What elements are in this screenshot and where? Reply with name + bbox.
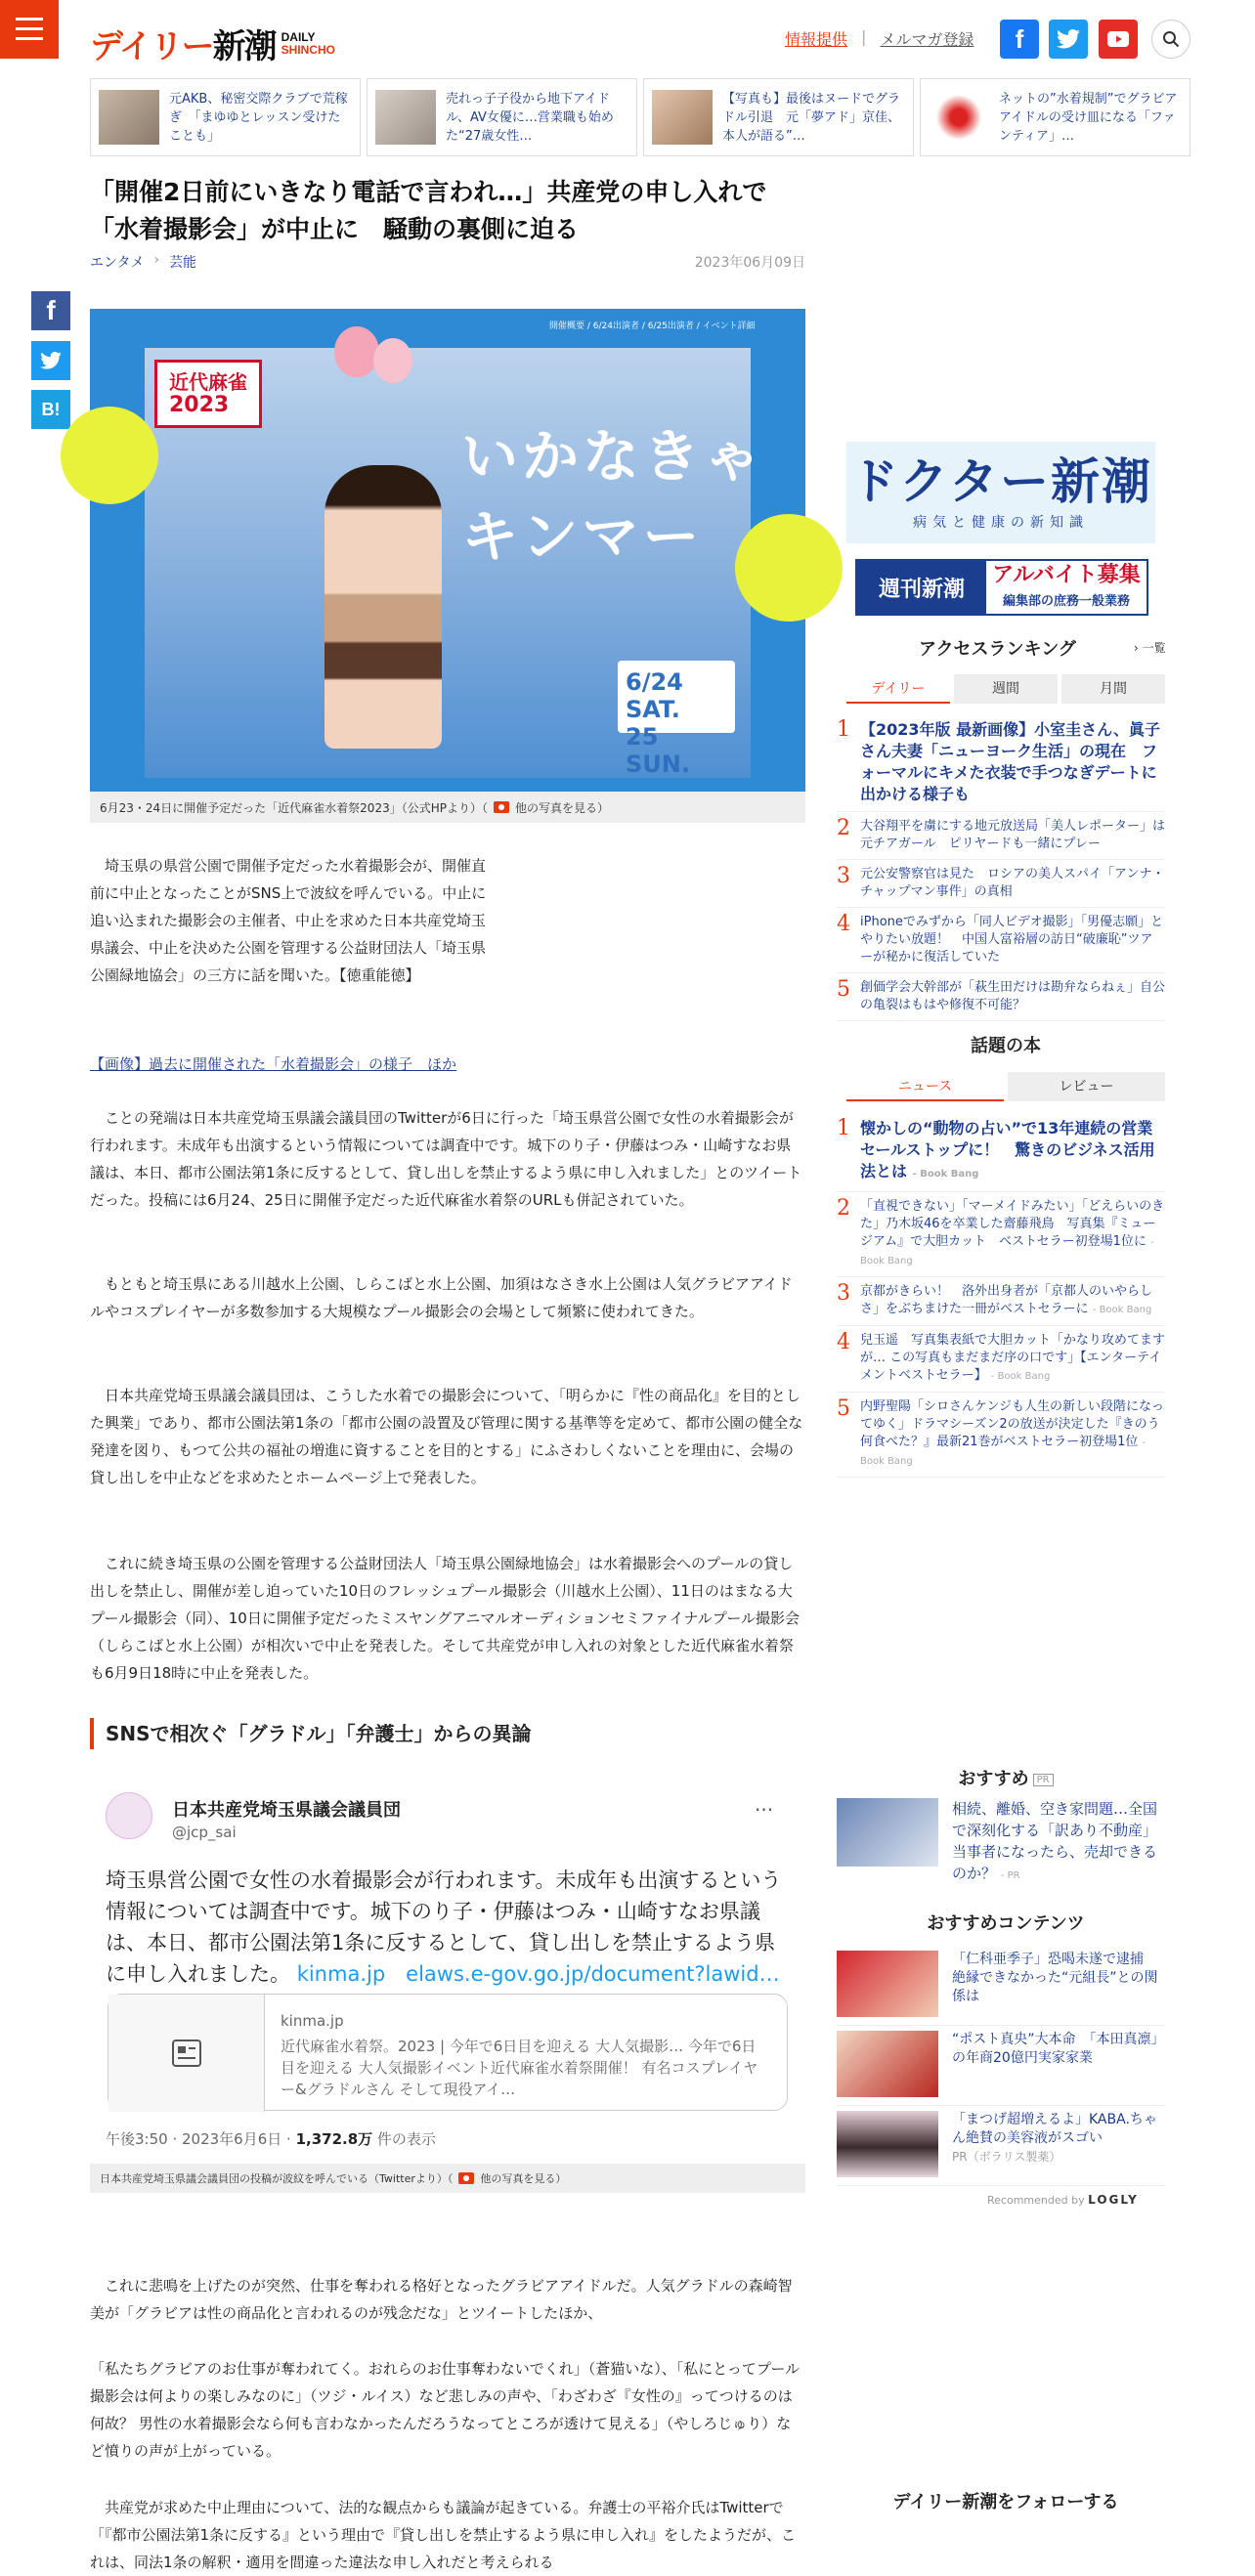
- rank-number: 2: [837, 816, 850, 840]
- share-facebook-icon[interactable]: f: [31, 291, 70, 330]
- rank-number: 1: [837, 717, 850, 742]
- tweet-timestamp: 午後3:50 · 2023年6月6日 ·: [106, 2130, 296, 2148]
- related-title: 元AKB、秘密交際クラブで荒稼ぎ 「まゆゆとレッスン受けたことも」: [169, 91, 348, 144]
- tweet-author-name: 日本共産党埼玉県議会議員団: [172, 1800, 401, 1821]
- book-item[interactable]: [837, 1277, 1165, 1326]
- tab-news[interactable]: ニュース: [846, 1072, 1004, 1101]
- shukan-shincho-job-banner[interactable]: [855, 559, 1148, 616]
- article-paragraph: 日本共産党埼玉県議会議員団は、こうした水着での撮影会について、「明らかに『性の商品化』を目的とした興業」であり、都市公園法第1条の「都市公園の設置及び管理に関する基準等を定めて、都市公園の健全な発達を図り、もつて公共の福祉の増進に資することを目的とする」にふさわしくないことを理由に、会場の貸し出しを中止などを求めたとホームページ上で発表した。: [90, 1387, 803, 1486]
- twitter-icon[interactable]: [1049, 20, 1088, 59]
- catchcopy-line-1: いかなきゃ: [461, 423, 765, 490]
- content-thumbnail: [837, 2031, 938, 2097]
- rank-number: 3: [837, 1281, 850, 1306]
- article-date: 2023年06月09日: [694, 255, 805, 271]
- logly-credit: [987, 2193, 1139, 2207]
- book-source: - Book Bang: [912, 1169, 979, 1180]
- card-domain: kinma.jp: [281, 2012, 344, 2030]
- rank-number: 2: [837, 1196, 850, 1221]
- article-card-icon: [108, 1995, 265, 2112]
- related-thumbnail: [652, 90, 713, 145]
- banner-job-desc: 編集部の庶務一般業務: [1002, 594, 1130, 609]
- event-brand-badge: [154, 360, 262, 428]
- book-title: 京都がきらい！ 洛外出身者が「京都人のいやらしさ」をぶちまけた一冊がベストセラーに: [860, 1284, 1153, 1316]
- logly-logo: LOGLY: [1088, 2193, 1139, 2207]
- book-source-name: Book Bang: [860, 1456, 913, 1467]
- chevron-right-icon: ›: [1134, 641, 1143, 655]
- tweet-links[interactable]: kinma.jp elaws.e-gov.go.jp/document?lawid…: [296, 1962, 780, 1986]
- banner-magazine-name: 週刊新潮: [857, 561, 986, 614]
- article-paragraph: これに悲鳴を上げたのが突然、仕事を奪われる格好となったグラビアアイドルだ。人気グラドルの森崎智美が「グラビアは性の商品化と言われるのが残念だな」とツイートしたほか、: [90, 2277, 793, 2322]
- newsletter-link[interactable]: メルマガ登録: [880, 30, 974, 49]
- breadcrumb: [90, 252, 196, 272]
- recommend-heading: [846, 1765, 1165, 1790]
- book-item[interactable]: [837, 1326, 1165, 1393]
- rank-title: 大谷翔平を虜にする地元放送局「美人レポーター」は元チアガール ピリヤードも一緒にプレー: [860, 819, 1166, 851]
- event-catchcopy: [461, 416, 764, 577]
- content-thumbnail: [837, 2111, 938, 2177]
- related-title: 売れっ子子役から地下アイドル、AV女優に…営業職も始めた“27歳女性…: [446, 91, 614, 144]
- tweet-link-card[interactable]: [108, 1994, 788, 2111]
- hamburger-menu-button[interactable]: [0, 0, 59, 59]
- search-icon[interactable]: [1151, 20, 1190, 59]
- ranking-item[interactable]: [837, 713, 1165, 812]
- popular-books-tabs: [846, 1072, 1165, 1101]
- rank-number: 4: [837, 912, 850, 936]
- related-thumbnail: [929, 90, 989, 145]
- book-source-name: Book Bang: [920, 1169, 979, 1180]
- content-sponsor: PR（ボラリス製薬）: [952, 2150, 1061, 2164]
- logly-label: Recommended by: [987, 2194, 1085, 2207]
- book-source: - Book Bang: [860, 1438, 1147, 1467]
- balloon-icon: [334, 326, 379, 377]
- card-text: 近代麻雀水着祭。2023 | 今年で6日目を迎える 大人気撮影… 今年で6日目を迎える 大人気撮影イベント近代麻雀水着祭開催！ 有名コスプレイヤー&グラドルさん そして現役アイ…: [281, 2038, 758, 2098]
- recommend-item[interactable]: [837, 1798, 1165, 1887]
- book-source: - Book Bang: [1092, 1305, 1152, 1315]
- book-item[interactable]: [837, 1192, 1165, 1277]
- content-title: 「まつげ超増えるよ」KABA.ちゃん絶賛の美容液がスゴい: [952, 2112, 1157, 2146]
- youtube-icon[interactable]: [1099, 20, 1138, 59]
- header-links: [785, 27, 974, 50]
- recommend-thumbnail: [837, 1798, 938, 1867]
- rank-title: 【2023年版 最新画像】小室圭さん、眞子さん夫妻「ニューヨーク生活」の現在 フォーマルにキメた衣装で手つなぎデートに出かける様子も: [860, 720, 1161, 803]
- rank-number: 5: [837, 1396, 850, 1421]
- caption-text: 日本共産党埼玉県議会議員団の投稿が波紋を呼んでいる（Twitterより）（: [100, 2172, 454, 2185]
- article-paragraph: 共産党が求めた中止理由について、法的な観点からも議論が起きている。弁護士の平裕介氏はTwitterで「『都市公園法第1条に反する』という理由で『貸し出しを禁止するよう県に申し入れ』をしたようだが、これは、同法1条の解釈・適用を間違った違法な申し入れだと考えられる: [90, 2499, 797, 2571]
- content-thumbnail: [837, 1951, 938, 2017]
- book-source-name: Book Bang: [1099, 1305, 1152, 1315]
- event-brand-year: 2023: [169, 393, 230, 417]
- related-articles-strip: [90, 78, 1190, 156]
- popular-books-heading: 話題の本: [971, 1036, 1041, 1056]
- content-item[interactable]: [837, 2111, 1165, 2186]
- hero-caption: [90, 792, 805, 823]
- embedded-tweet[interactable]: [90, 1779, 805, 2164]
- ranking-all-label: 一覧: [1142, 641, 1166, 655]
- ranking-heading: アクセスランキング: [919, 639, 1076, 660]
- tweet-text: [106, 1865, 790, 1990]
- article-paragraph: ことの発端は日本共産党埼玉県議会議員団のTwitterが6日に行った「埼玉県営公園で女性の水着撮影会が行われます。未成年も出演するという情報については調査中です。城下のり子・伊藤はつみ・山崎すなお県議は、本日、都市公園法第1条に反するとして、貸し出しを禁止するよう県に申し入れました」とのツイートだった。投稿には6月24、25日に開催予定だった近代麻雀水着祭のURLも併記されていた。: [90, 1109, 802, 1209]
- logo-en-2: SHINCHO: [281, 42, 335, 57]
- tweet-body: 埼玉県営公園で女性の水着撮影会が行われます。未成年も出演するという情報については調査中です。城下のり子・伊藤はつみ・山崎すなお県議は、本日、都市公園法第1条に反するとして、貸し出しを禁止するよう県に申し入れました。: [106, 1868, 782, 1986]
- chevron-right-icon: ›: [153, 252, 160, 268]
- more-options-icon[interactable]: ···: [755, 1798, 774, 1822]
- camera-icon: [494, 801, 509, 813]
- caption-text: 6月23・24日に開催予定だった「近代麻雀水着祭2023」（公式HPより）（: [100, 800, 488, 815]
- yellow-circle-decoration: [61, 407, 158, 504]
- ranking-tabs: [846, 674, 1165, 704]
- more-photos-link[interactable]: 他の写真を見る）: [514, 800, 609, 815]
- related-title: 【写真も】最後はヌードでグラドル引退 元「夢アド」京佳、本人が語る”…: [722, 91, 901, 144]
- rank-title: 元公安警察官は見た ロシアの美人スパイ「アンナ・チャップマン事件」の真相: [860, 867, 1165, 899]
- related-thumbnail: [375, 90, 436, 145]
- related-article-card[interactable]: [920, 78, 1190, 156]
- camera-icon: [458, 2172, 474, 2184]
- book-source-name: Book Bang: [997, 1371, 1051, 1382]
- ranking-list: [837, 713, 1165, 1021]
- more-photos-link[interactable]: 他の写真を見る）: [480, 2172, 567, 2185]
- content-title: “ポスト真央”大本命 「本田真凛」の年商20億円実家家業: [952, 2032, 1165, 2066]
- article-paragraph: 「私たちグラビアのお仕事が奪われてく。おれらのお仕事奪わないでくれ」（蒼猫いな）、「私にとってプール撮影会は何よりの楽しみなのに」（ツジ・ルイス）など悲しみの声や、「わざわざ『女性の』ってつけるのは何故？ 男性の水着撮影会なら何も言わなかったんだろうなってところが透けて見える」（やしろじゅり）など憤りの声が上がっている。: [90, 2360, 801, 2460]
- tweet-view-label: 件の表示: [372, 2130, 436, 2148]
- ranking-item[interactable]: [837, 860, 1165, 908]
- ranking-item[interactable]: [837, 973, 1165, 1021]
- rank-number: 5: [837, 977, 850, 1002]
- article-paragraph: もともと埼玉県にある川越水上公園、しらこばと水上公園、加須はなさき水上公園は人気グラビアアイドルやコスプレイヤーが多数参加する大規模なプール撮影会の会場として頻繁に使われてきた。: [90, 1275, 793, 1320]
- event-date-line-1: 6/24 SAT.: [626, 668, 683, 723]
- event-date-line-2: 25 SUN.: [626, 723, 690, 778]
- tweet-caption: [90, 2164, 805, 2193]
- book-item[interactable]: [837, 1112, 1165, 1192]
- header-separator: |: [861, 27, 867, 46]
- article-lead: 埼玉県の県営公園で開催予定だった水着撮影会が、開催直前に中止となったことがSNS上で波紋を呼んでいる。中止に追い込まれた撮影会の主催者、中止を求めた日本共産党埼玉県議会、中止を決めた公園を管理する公益財団法人「埼玉県公園緑地協会」の三方に話を聞いた。【徳重能徳】: [90, 857, 487, 984]
- catchcopy-line-2: キンマー: [461, 503, 704, 570]
- doctor-shincho-banner[interactable]: [846, 442, 1155, 543]
- book-source-name: Book Bang: [860, 1256, 913, 1267]
- ranking-item[interactable]: [837, 812, 1165, 860]
- ranking-all-link[interactable]: [1134, 639, 1166, 656]
- banner-title: ドクター新潮: [849, 453, 1152, 510]
- recommend-source-name: PR: [1007, 1870, 1020, 1881]
- tab-weekly[interactable]: 週間: [954, 674, 1058, 704]
- rank-number: 4: [837, 1330, 850, 1354]
- recommended-contents-heading: おすすめコンテンツ: [927, 1913, 1085, 1934]
- site-logo[interactable]: [90, 20, 335, 67]
- book-title: 兒玉遥 写真集表紙で大胆カット「かなり攻めてますが… この写真もまだまだ序の口です」【エンターテイメントベストセラー】: [860, 1333, 1165, 1383]
- content-item[interactable]: [837, 1951, 1165, 2026]
- pr-badge: PR: [1033, 1774, 1054, 1786]
- content-item[interactable]: [837, 2031, 1165, 2106]
- book-title: 「直視できない」「マーメイドみたい」「どえらいのきた」乃木坂46を卒業した齋藤飛鳥 写真集『ミュージアム』で大胆カット ベストセラー初登場1位に: [860, 1199, 1165, 1249]
- tweet-meta: [106, 2128, 436, 2149]
- model-figure: [325, 465, 442, 749]
- logo-jp-black: 新潮: [212, 27, 276, 66]
- book-title: 内野聖陽「シロさんケンジも人生の新しい段階になってゆく」ドラマシーズン2の放送が決定した『きのう何食べた？』最新21巻がベストセラー初登場1位: [860, 1399, 1165, 1449]
- logo-en-1: DAILY: [281, 29, 316, 44]
- event-date-box: [618, 661, 735, 778]
- avatar: [106, 1792, 152, 1839]
- breadcrumb-entame[interactable]: エンタメ: [90, 255, 145, 271]
- tab-review[interactable]: レビュー: [1008, 1072, 1165, 1101]
- content-title: 「仁科亜季子」恐喝未遂で逮捕 絶縁できなかった“元組長”との関係は: [952, 1952, 1158, 2004]
- hero-image[interactable]: [90, 309, 805, 792]
- ranking-item[interactable]: [837, 908, 1165, 973]
- related-article-card[interactable]: [643, 78, 914, 156]
- rank-title: 創価学会大幹部が「萩生田だけは勘弁ならねぇ」自公の亀裂はもはや修復不可能？: [860, 980, 1166, 1012]
- book-source: - Book Bang: [860, 1237, 1154, 1267]
- balloon-icon: [373, 338, 412, 383]
- rank-number: 3: [837, 864, 850, 888]
- breadcrumb-geinou[interactable]: 芸能: [169, 255, 197, 271]
- tab-monthly[interactable]: 月間: [1061, 674, 1165, 704]
- share-twitter-icon[interactable]: [31, 341, 70, 380]
- popular-books-list: [837, 1112, 1165, 1478]
- tweet-author-handle: @jcp_sai: [172, 1824, 237, 1841]
- facebook-icon[interactable]: f: [1000, 20, 1039, 59]
- article-paragraph: これに続き埼玉県の公園を管理する公益財団法人「埼玉県公園緑地協会」は水着撮影会へのプールの貸し出しを禁止し、開催が差し迫っていた10日のフレッシュプール撮影会（川越水上公園）、11日のはまなる大プール撮影会（同）、10日に開催予定だったミスヤングアニマルオーディションセミファイナルプール撮影会（しらこばと水上公園）が相次いで中止を発表した。そして共産党が申し入れの対象とした近代麻雀水着祭も6月9日18時に中止を発表した。: [90, 1555, 801, 1682]
- share-hatena-icon[interactable]: B!: [31, 390, 70, 429]
- related-article-card[interactable]: [367, 78, 637, 156]
- event-brand-text: 近代麻雀: [169, 370, 247, 394]
- event-site-nav: 開催概要 / 6/24出演者 / 6/25出演者 / イベント詳細: [549, 322, 756, 331]
- recommend-source: - PR: [1000, 1870, 1020, 1881]
- tab-daily[interactable]: デイリー: [846, 674, 950, 704]
- banner-subtitle: 病気と健康の新知識: [913, 515, 1089, 531]
- rank-number: 1: [837, 1116, 850, 1140]
- banner-job-title: アルバイト募集: [992, 563, 1141, 587]
- book-item[interactable]: [837, 1393, 1165, 1478]
- book-source: - Book Bang: [990, 1371, 1051, 1382]
- article-title: 「開催2日前にいきなり電話で言われ…」共産党の申し入れで「水着撮影会」が中止に 騒動の裏側に迫る: [90, 178, 767, 243]
- info-submit-link[interactable]: 情報提供: [785, 30, 848, 49]
- related-article-card[interactable]: [90, 78, 361, 156]
- tweet-view-count: 1,372.8万: [295, 2130, 373, 2148]
- logo-jp-red: デイリー: [90, 27, 213, 66]
- follow-heading: デイリー新潮をフォローする: [892, 2492, 1119, 2512]
- recommend-title: おすすめ: [958, 1769, 1029, 1789]
- related-title: ネットの”水着規制”でグラビアアイドルの受け皿になる「ファンティア」…: [999, 91, 1178, 144]
- related-thumbnail: [99, 90, 159, 145]
- photo-gallery-link[interactable]: 【画像】過去に開催された「水着撮影会」の様子 ほか: [90, 1055, 457, 1073]
- recommend-text: 相続、離婚、空き家問題…全国で深刻化する「訳あり不動産」当事者になったら、売却できるのか？: [952, 1800, 1158, 1882]
- section-heading: SNSで相次ぐ「グラドル」「弁護士」からの異論: [90, 1718, 805, 1749]
- rank-title: iPhoneでみずから「同人ビデオ撮影」「男優志願」とやりたい放題！ 中国人富裕層の訪日“破廉恥”ツアーが秘かに復活していた: [860, 915, 1164, 965]
- book-title: 懐かしの“動物の占い”で13年連続の営業セールストップに！ 驚きのビジネス活用法とは: [860, 1119, 1155, 1181]
